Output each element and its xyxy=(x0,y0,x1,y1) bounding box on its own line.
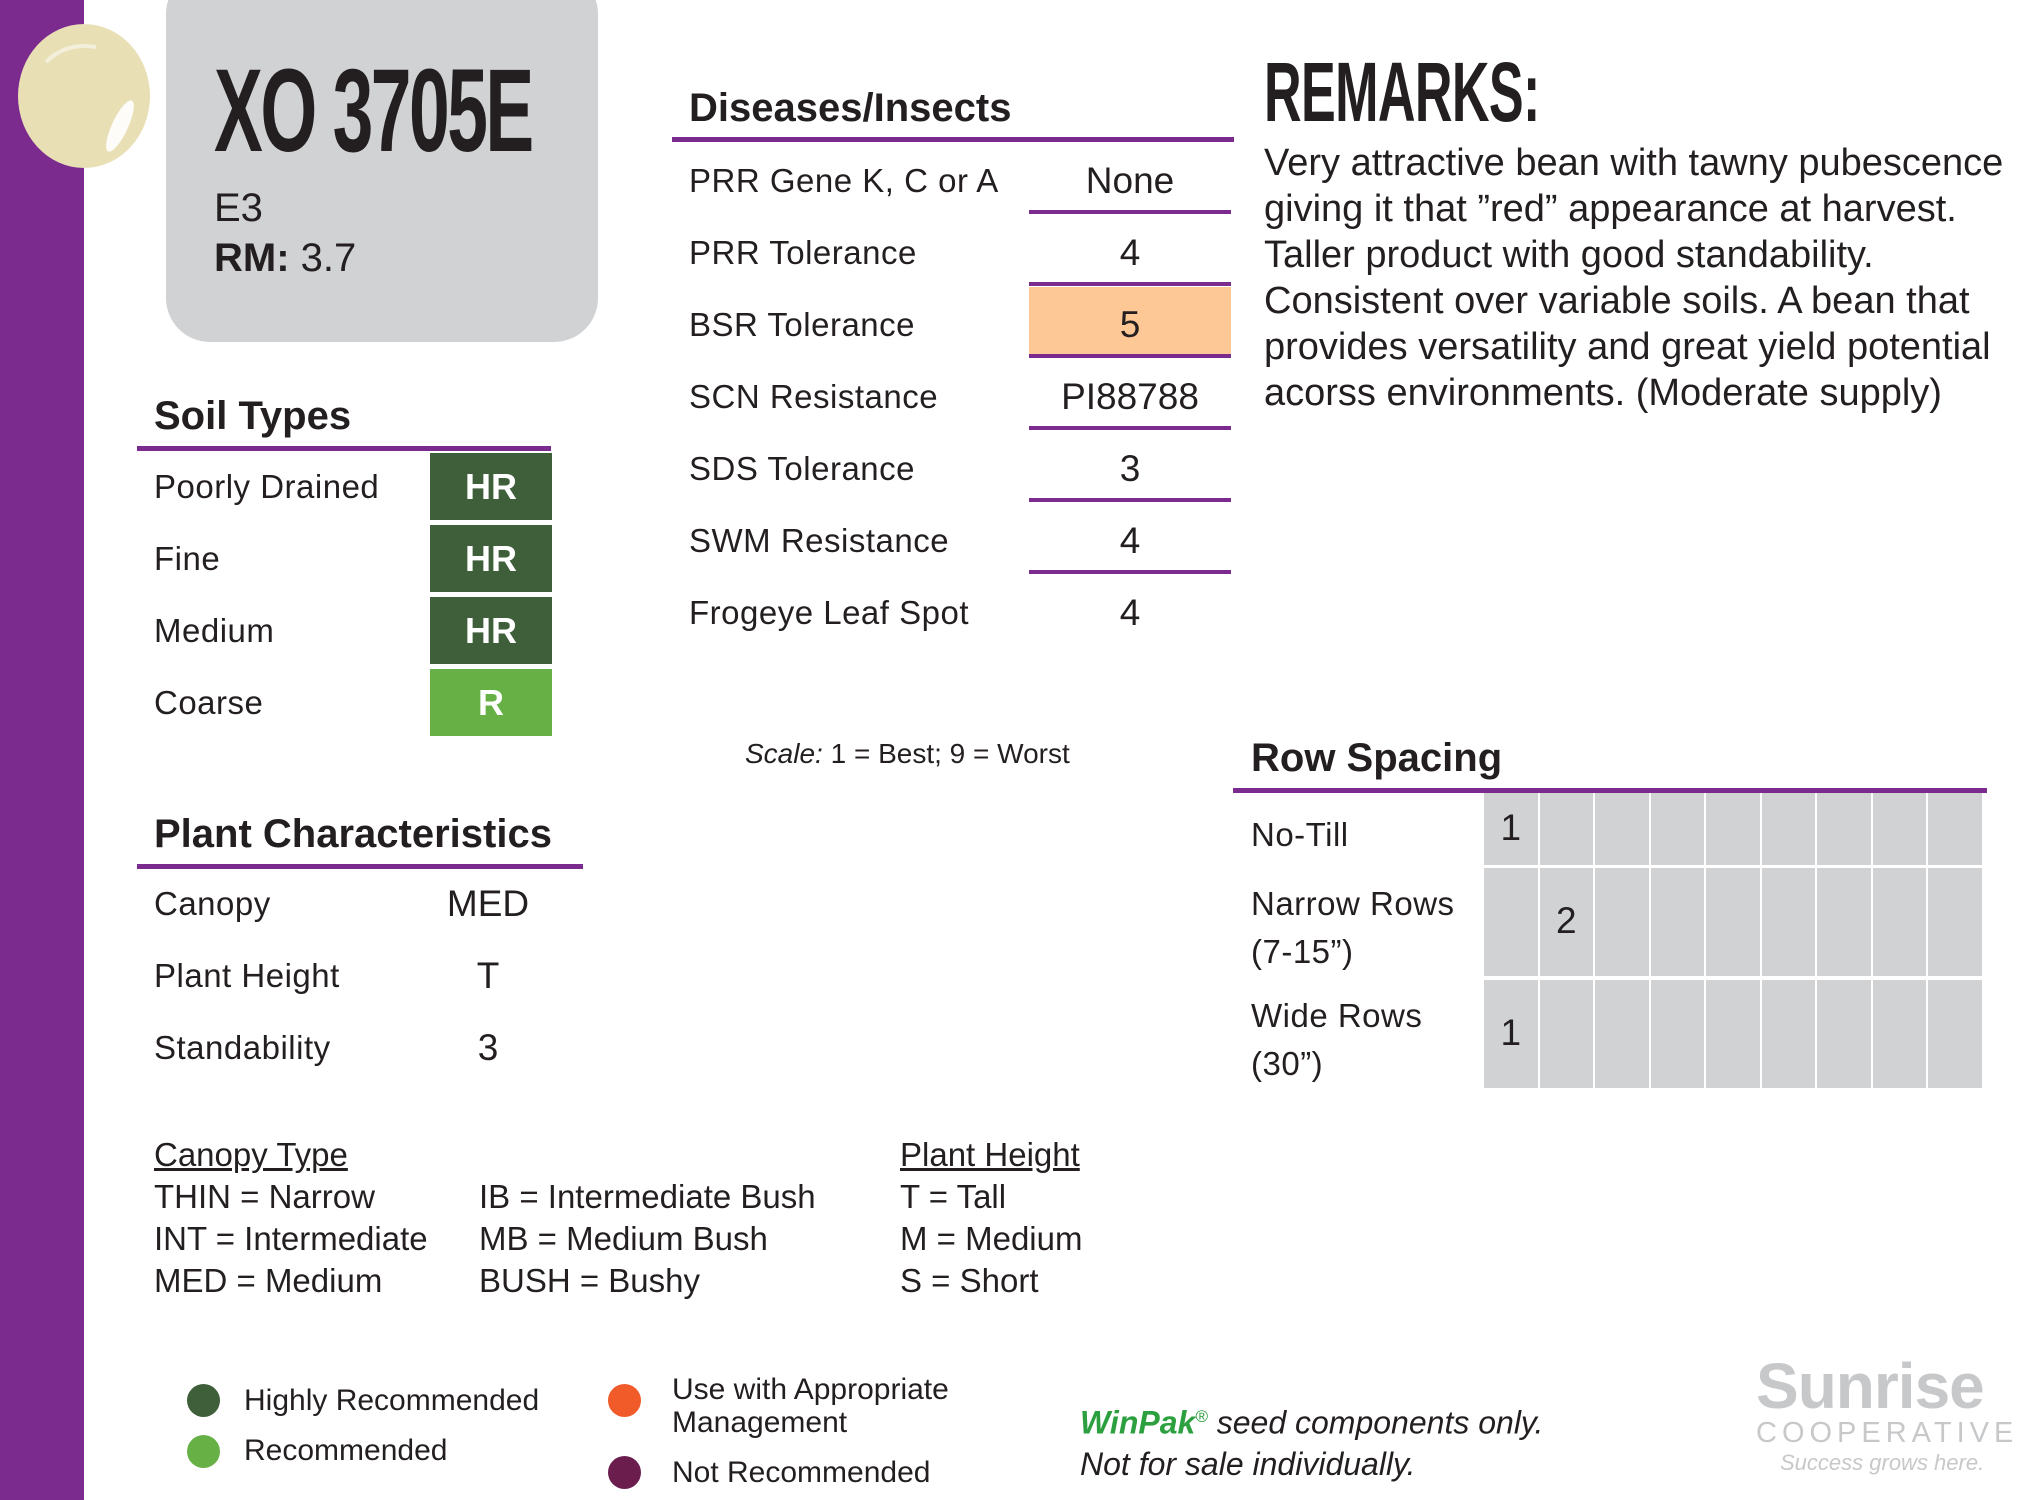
plant-characteristic-value: T xyxy=(476,955,500,996)
row-spacing-cell xyxy=(1762,793,1816,865)
value-underline xyxy=(1029,498,1231,502)
highly-recommended-dot-icon xyxy=(187,1384,220,1417)
row-spacing-cell xyxy=(1873,868,1927,976)
value-underline xyxy=(1029,426,1231,430)
disease-label: SCN Resistance xyxy=(689,378,939,415)
row-spacing-cell xyxy=(1595,868,1649,976)
height-key-item: T = Tall xyxy=(900,1178,1007,1215)
disease-value: 5 xyxy=(1119,304,1141,345)
row-spacing-cell xyxy=(1873,980,1927,1088)
product-name: XO 3705E xyxy=(214,45,532,177)
value-underline xyxy=(1029,210,1231,214)
canopy-key-item: INT = Intermediate xyxy=(154,1220,428,1257)
row-spacing-label-line1: Narrow Rows xyxy=(1251,885,1455,922)
soil-type-label: Medium xyxy=(154,612,275,649)
row-spacing-label-line1: No-Till xyxy=(1251,816,1349,853)
disease-value: 3 xyxy=(1119,448,1141,489)
plant-height-key-title: Plant Height xyxy=(900,1136,1080,1173)
value-underline xyxy=(1029,354,1231,358)
winpak-note xyxy=(1080,1396,1543,1485)
relative-maturity xyxy=(214,238,356,278)
rm-label: RM: xyxy=(214,236,290,280)
diseases-rule xyxy=(672,137,1234,142)
row-spacing-label xyxy=(1251,880,1455,976)
canopy-key-item: IB = Intermediate Bush xyxy=(479,1178,816,1215)
row-spacing-cell xyxy=(1817,980,1871,1088)
legend-use-line1: Use with Appropriate xyxy=(672,1373,949,1406)
disease-value: PI88788 xyxy=(1061,376,1199,417)
logo-name: Sunrise xyxy=(1756,1350,1984,1422)
soil-type-label: Poorly Drained xyxy=(154,468,380,505)
value-underline xyxy=(1029,570,1231,574)
winpak-brand: WinPak xyxy=(1080,1404,1196,1441)
logo-sub: COOPERATIVE xyxy=(1756,1417,2019,1449)
logo-tagline: Success grows here. xyxy=(1780,1449,1985,1475)
sunrise-cooperative-logo xyxy=(1756,1350,2025,1476)
remarks-text: Very attractive bean with tawny pubescence giving it that ”red” appearance at harvest. Taller product with good standability. Consistent over variable soils. A bean that provides versatility and great yield potential acorss environments. (Moderate supply) xyxy=(1264,142,2004,414)
row-spacing-value: 1 xyxy=(1500,807,1522,848)
height-key-item: M = Medium xyxy=(900,1220,1083,1257)
row-spacing-cell xyxy=(1540,980,1594,1088)
remarks-title: REMARKS: xyxy=(1264,45,1540,139)
plant-characteristic-label: Canopy xyxy=(154,885,271,922)
disease-value: 4 xyxy=(1119,520,1141,561)
row-spacing-cell xyxy=(1484,868,1538,976)
disease-label: SDS Tolerance xyxy=(689,450,916,487)
row-spacing-cell xyxy=(1928,793,1982,865)
winpak-line2: Not for sale individually. xyxy=(1080,1445,1416,1482)
row-spacing-cell xyxy=(1817,793,1871,865)
canopy-type-key-col2 xyxy=(479,1176,816,1302)
plant-characteristic-value: 3 xyxy=(477,1027,499,1068)
bean-icon xyxy=(16,22,152,170)
rm-value: 3.7 xyxy=(300,236,357,280)
row-spacing-cell xyxy=(1651,980,1705,1088)
disease-label: Frogeye Leaf Spot xyxy=(689,594,970,631)
row-spacing-value: 2 xyxy=(1555,900,1577,941)
canopy-key-item: MB = Medium Bush xyxy=(479,1220,768,1257)
row-spacing-cell xyxy=(1706,980,1760,1088)
plant-characteristics-rule xyxy=(137,864,583,869)
plant-characteristic-value: MED xyxy=(446,883,530,924)
row-spacing-cell xyxy=(1706,793,1760,865)
canopy-type-key xyxy=(154,1134,428,1302)
row-spacing-cell xyxy=(1706,868,1760,976)
disease-value: 4 xyxy=(1119,232,1141,273)
product-trait: E3 xyxy=(214,186,263,230)
plant-height-key xyxy=(900,1134,1082,1302)
plant-characteristic-label: Standability xyxy=(154,1029,331,1066)
scale-note xyxy=(745,738,1070,770)
soil-rating-badge: HR xyxy=(430,453,552,520)
row-spacing-label-line2: (30”) xyxy=(1251,1045,1324,1082)
legend-highly-recommended: Highly Recommended xyxy=(244,1384,540,1417)
row-spacing-title: Row Spacing xyxy=(1251,736,1503,780)
sidebar-stripe xyxy=(0,0,84,1500)
row-spacing-cell xyxy=(1873,793,1927,865)
row-spacing-label-line1: Wide Rows xyxy=(1251,997,1423,1034)
row-spacing-cell xyxy=(1540,793,1594,865)
soil-types-title: Soil Types xyxy=(154,394,352,438)
use-with-management-dot-icon xyxy=(608,1384,641,1417)
disease-label: BSR Tolerance xyxy=(689,306,916,343)
plant-characteristic-label: Plant Height xyxy=(154,957,340,994)
canopy-key-item: BUSH = Bushy xyxy=(479,1262,701,1299)
scale-text: 1 = Best; 9 = Worst xyxy=(830,738,1070,769)
row-spacing-cell xyxy=(1651,793,1705,865)
canopy-type-key-title: Canopy Type xyxy=(154,1136,348,1173)
value-underline xyxy=(1029,282,1231,286)
soil-rating-badge: HR xyxy=(430,597,552,664)
height-key-item: S = Short xyxy=(900,1262,1039,1299)
row-spacing-cell xyxy=(1928,980,1982,1088)
soil-rating-badge: R xyxy=(430,669,552,736)
canopy-key-item: THIN = Narrow xyxy=(154,1178,375,1215)
disease-label: SWM Resistance xyxy=(689,522,950,559)
winpak-line1: seed components only. xyxy=(1207,1404,1544,1441)
legend-not-recommended: Not Recommended xyxy=(672,1456,931,1489)
row-spacing-cell xyxy=(1595,793,1649,865)
row-spacing-label xyxy=(1251,992,1422,1088)
row-spacing-value: 1 xyxy=(1500,1012,1522,1053)
registered-mark: ® xyxy=(1195,1407,1208,1426)
plant-characteristics-title: Plant Characteristics xyxy=(154,812,552,856)
row-spacing-cell xyxy=(1762,868,1816,976)
row-spacing-cell xyxy=(1817,868,1871,976)
row-spacing-cell xyxy=(1651,868,1705,976)
legend-use-line2: Management xyxy=(672,1406,848,1439)
disease-value: 4 xyxy=(1119,592,1141,633)
row-spacing-cell xyxy=(1595,980,1649,1088)
canopy-key-item: MED = Medium xyxy=(154,1262,383,1299)
disease-label: PRR Gene K, C or A xyxy=(689,162,999,199)
soil-type-label: Coarse xyxy=(154,684,264,721)
row-spacing-label xyxy=(1251,811,1349,859)
soil-rating-badge: HR xyxy=(430,525,552,592)
row-spacing-cell xyxy=(1762,980,1816,1088)
scale-label: Scale: xyxy=(745,738,823,769)
diseases-title: Diseases/Insects xyxy=(689,86,1012,130)
legend-use-with-management xyxy=(672,1373,949,1439)
disease-value: None xyxy=(1085,160,1175,201)
row-spacing-cell xyxy=(1928,868,1982,976)
disease-label: PRR Tolerance xyxy=(689,234,917,271)
soil-type-label: Fine xyxy=(154,540,221,577)
not-recommended-dot-icon xyxy=(608,1456,641,1489)
recommended-dot-icon xyxy=(187,1435,220,1468)
soil-types-rule xyxy=(137,446,551,451)
legend-recommended: Recommended xyxy=(244,1434,448,1467)
row-spacing-label-line2: (7-15”) xyxy=(1251,933,1354,970)
